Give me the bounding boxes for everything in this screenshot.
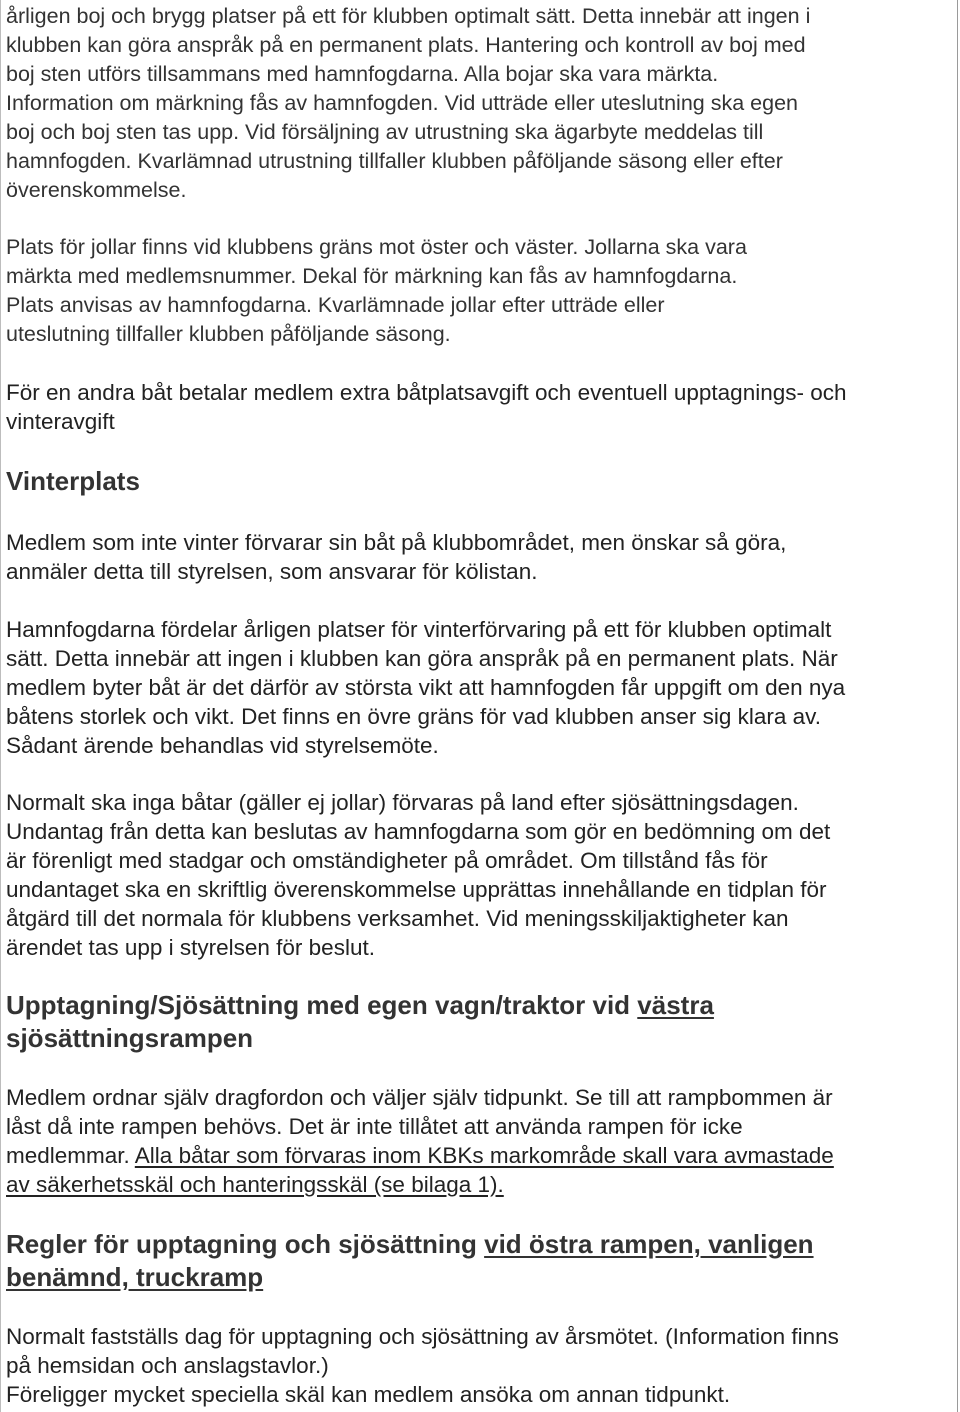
winter-request-paragraph (6, 528, 786, 586)
text-line: är förenligt med stadgar och omständigheter på området. Om tillstånd fås för (6, 848, 768, 873)
heading-underlined-text: vid östra rampen, vanligen (484, 1229, 814, 1259)
mooring-paragraph (6, 2, 810, 205)
text-line: anmäler detta till styrelsen, som ansvarar för kölistan. (6, 559, 538, 584)
text-line-underlined: av säkerhetsskäl och hanteringsskäl (se bilaga 1). (6, 1172, 504, 1197)
text-line: sätt. Detta innebär att ingen i klubben kan göra anspråk på en permanent plats. När (6, 646, 838, 671)
text-line: undantaget ska en skriftlig överenskommelse upprättas innehållande en tidplan för (6, 877, 827, 902)
text-line: märkta med medlemsnummer. Dekal för märkning kan fås av hamnfogdarna. (6, 264, 738, 288)
text-line: boj och boj sten tas upp. Vid försäljning av utrustning ska ägarbyte meddelas till (6, 120, 764, 144)
text-line: Medlem ordnar själv dragfordon och väljer själv tidpunkt. Se till att rampbommen är (6, 1085, 833, 1110)
heading-line (6, 1228, 814, 1261)
text-line: Undantag från detta kan beslutas av hamnfogdarna som gör en bedömning om det (6, 819, 831, 844)
text-line: Information om märkning fås av hamnfogden. Vid utträde eller uteslutning ska egen (6, 91, 798, 115)
text-line: åtgärd till det normala för klubbens verksamhet. Vid meningsskiljaktigheter kan (6, 906, 789, 931)
second-boat-paragraph (6, 378, 847, 436)
heading-text: Upptagning/Sjösättning med egen vagn/traktor vid (6, 990, 638, 1020)
text-line: klubben kan göra anspråk på en permanent plats. Hantering och kontroll av boj med (6, 33, 806, 57)
heading-underlined-text: västra (637, 990, 714, 1020)
text-line: Normalt fastställs dag för upptagning och sjösättning av årsmötet. (Information finns (6, 1324, 839, 1349)
text-line: båtens storlek och vikt. Det finns en övre gräns för vad klubben anser sig klara av. (6, 704, 821, 729)
text-line: Plats anvisas av hamnfogdarna. Kvarlämnade jollar efter utträde eller (6, 293, 665, 317)
underlined-text: Alla båtar som förvaras inom KBKs markområde skall vara avmastade (134, 1143, 834, 1168)
text-line: årligen boj och brygg platser på ett för klubben optimalt sätt. Detta innebär att ingen i (6, 4, 811, 28)
land-storage-paragraph (6, 788, 830, 962)
text-line: Medlem som inte vinter förvarar sin båt på klubbområdet, men önskar så göra, (6, 530, 787, 555)
page-right-border (957, 0, 958, 1412)
annual-meeting-paragraph (6, 1322, 839, 1409)
text-line: medlem byter båt är det därför av största vikt att hamnfogden får uppgift om den nya (6, 675, 846, 700)
heading-western-ramp (6, 989, 714, 1055)
text-line: låst då inte rampen behövs. Det är inte tillåtet att använda rampen för icke (6, 1114, 743, 1139)
text-line: Normalt ska inga båtar (gäller ej jollar) förvaras på land efter sjösättningsdagen. (6, 790, 799, 815)
page-left-border (0, 0, 1, 1412)
text-line: Hamnfogdarna fördelar årligen platser för vinterförvaring på ett för klubben optimalt (6, 617, 832, 642)
text-line: hamnfogden. Kvarlämnad utrustning tillfaller klubben påföljande säsong eller efter (6, 149, 783, 173)
heading-vinterplats: Vinterplats (6, 466, 140, 496)
western-ramp-paragraph (6, 1083, 834, 1199)
heading-line (6, 989, 714, 1022)
text-line: Plats för jollar finns vid klubbens gräns mot öster och väster. Jollarna ska vara (6, 235, 747, 259)
heading-line: sjösättningsrampen (6, 1023, 254, 1053)
dinghy-paragraph (6, 233, 747, 349)
heading-text: Regler för upptagning och sjösättning (6, 1229, 485, 1259)
text-line: Föreligger mycket speciella skäl kan medlem ansöka om annan tidpunkt. (6, 1382, 731, 1407)
text-line: på hemsidan och anslagstavlor.) (6, 1353, 329, 1378)
heading-line-underlined: benämnd, truckramp (6, 1262, 264, 1292)
text-line: överenskommelse. (6, 178, 187, 202)
text-line: ärendet tas upp i styrelsen för beslut. (6, 935, 375, 960)
text-span: medlemmar. (6, 1143, 135, 1168)
text-line: uteslutning tillfaller klubben påföljande säsong. (6, 322, 451, 346)
winter-allocation-paragraph (6, 615, 845, 760)
text-line: För en andra båt betalar medlem extra båtplatsavgift och eventuell upptagnings- och (6, 380, 847, 405)
text-line: Sådant ärende behandlas vid styrelsemöte. (6, 733, 439, 758)
text-line: boj sten utförs tillsammans med hamnfogdarna. Alla bojar ska vara märkta. (6, 62, 719, 86)
text-line: vinteravgift (6, 409, 115, 434)
text-line (6, 1141, 834, 1170)
heading-eastern-ramp (6, 1228, 814, 1294)
